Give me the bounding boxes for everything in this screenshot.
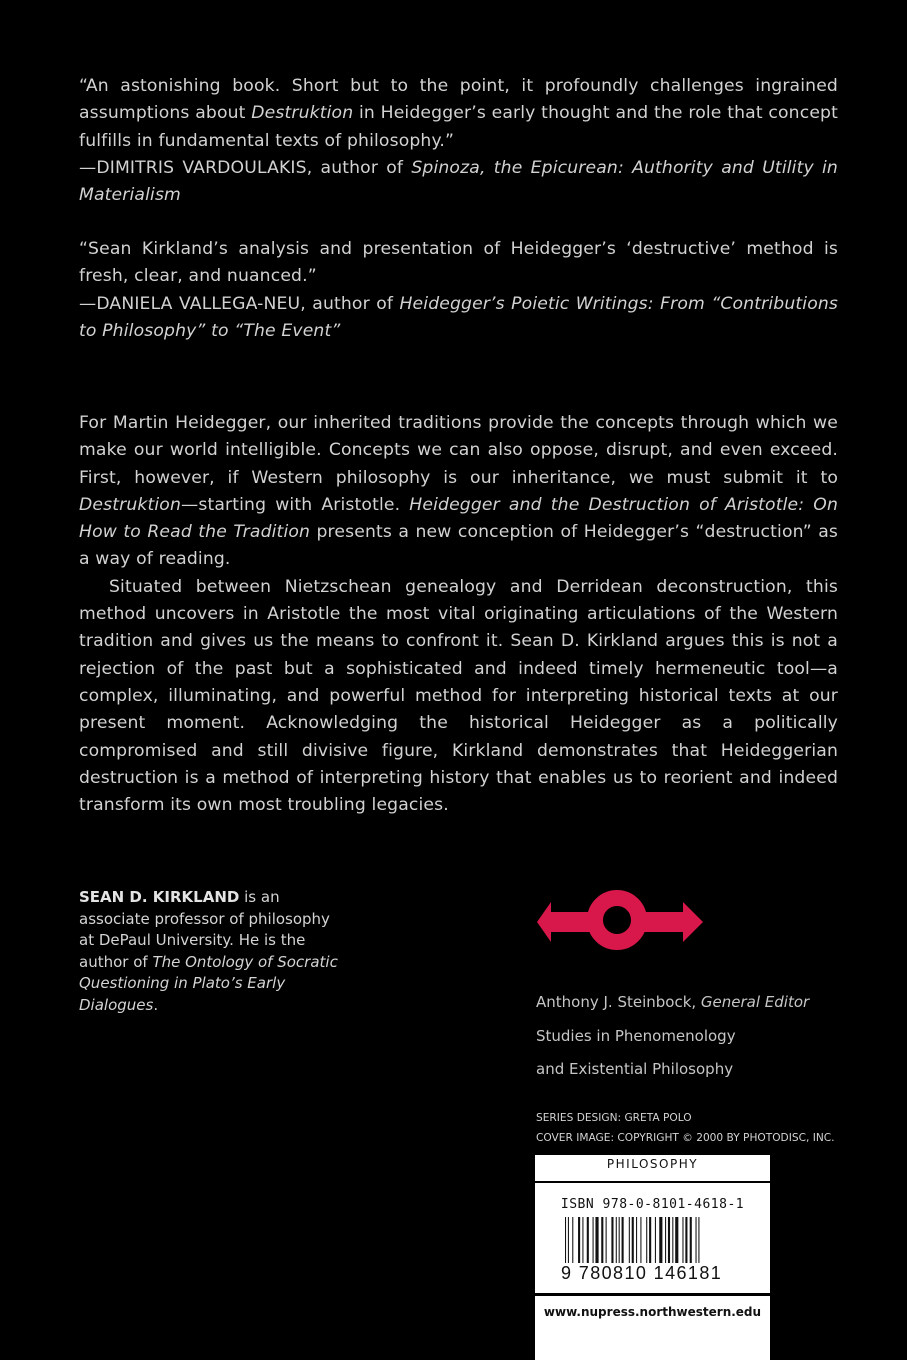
quote-1-italic: Destruktion — [251, 103, 354, 124]
bio-end: . — [153, 995, 159, 1014]
description-paragraph-1 — [79, 410, 838, 574]
barcode-digits — [561, 1263, 751, 1284]
endorsement-quote-2 — [79, 236, 838, 345]
credits — [536, 1108, 835, 1148]
author-name: SEAN D. KIRKLAND — [79, 888, 240, 906]
barcode-panel — [535, 1155, 770, 1360]
isbn-text: ISBN 978-0-8101-4618-1 — [560, 1197, 745, 1212]
divider — [535, 1293, 770, 1296]
author-bio — [79, 887, 349, 1016]
quote-2-work: Heidegger’s Poietic Writings: From “Contributions to Philosophy” to “The Event” — [79, 293, 839, 341]
quote-1-text-end: in Heidegger’s early thought and the role that concept fulfills in fundamental texts of philosophy.” — [79, 103, 838, 151]
desc-p1-italic2: Heidegger and the Destruction of Aristotle: On How to Read the Tradition — [79, 494, 838, 543]
endorsement-quote-1 — [79, 73, 838, 209]
bio-text: is an associate professor of philosophy at DePaul University. He is the author of — [79, 888, 330, 971]
editor-name: Anthony J. Steinbock, — [536, 993, 701, 1011]
quote-1-text: “An astonishing book. Short but to the point, it profoundly challenges ingrained assumptions about — [79, 76, 838, 124]
cover-image-credit: COVER IMAGE: COPYRIGHT © 2000 BY PHOTODISC, INC. — [536, 1132, 835, 1144]
quote-1-work: Spinoza, the Epicurean: Authority and Utility in Materialism — [79, 157, 838, 206]
series-title-line-2: and Existential Philosophy — [536, 1060, 734, 1078]
desc-p1-a: For Martin Heidegger, our inherited traditions provide the concepts through which we make our world intelligible. Concepts we can also oppose, disrupt, and even exceed. First, however, if Western philosophy is our inheritance, we must submit it to — [79, 413, 838, 488]
series-title-line-1: Studies in Phenomenology — [536, 1026, 736, 1045]
desc-p1-italic1: Destruktion — [79, 494, 181, 515]
quote-1-attribution: —DIMITRIS VARDOULAKIS, author of — [79, 157, 412, 178]
quote-2-attribution: —DANIELA VALLEGA-NEU, author of — [79, 293, 400, 314]
barcode-digits-text: 9 780810 146181 — [561, 1263, 723, 1283]
publisher-url: www.nupress.northwestern.edu — [543, 1305, 762, 1319]
series-logo-icon — [535, 888, 705, 960]
editor-role: General Editor — [700, 993, 810, 1011]
series-info — [536, 986, 809, 1087]
bio-work: The Ontology of Socratic Questioning in Plato’s Early Dialogues — [79, 952, 338, 1014]
series-editor — [536, 986, 809, 1020]
desc-p1-b: —starting with Aristotle. — [181, 494, 410, 515]
series-design-credit: SERIES DESIGN: GRETA POLO — [536, 1112, 692, 1124]
book-description — [79, 410, 838, 819]
desc-p1-c: presents a new conception of Heidegger’s “destruction” as a way of reading. — [79, 522, 838, 570]
category-label: PHILOSOPHY — [606, 1157, 699, 1171]
divider — [535, 1181, 770, 1183]
quote-2-text: “Sean Kirkland’s analysis and presentation of Heidegger’s ‘destructive’ method is fresh, clear, and nuanced.” — [79, 239, 838, 287]
description-paragraph-2: Situated between Nietzschean genealogy and Derridean deconstruction, this method uncovers in Aristotle the most vital originating articulations of the Western tradition and gives us the means to confront it. Sean D. Kirkland argues this is not a rejection of the past but a sophisticated and indeed timely hermeneutic tool—a complex, illuminating, and powerful method for interpreting historical texts at our present moment. Acknowledging the historical Heidegger as a politically compromised and still divisive figure, Kirkland demonstrates that Heideggerian destruction is a method of interpreting history that enables us to reorient and indeed transform its own most troubling legacies. — [79, 576, 838, 816]
